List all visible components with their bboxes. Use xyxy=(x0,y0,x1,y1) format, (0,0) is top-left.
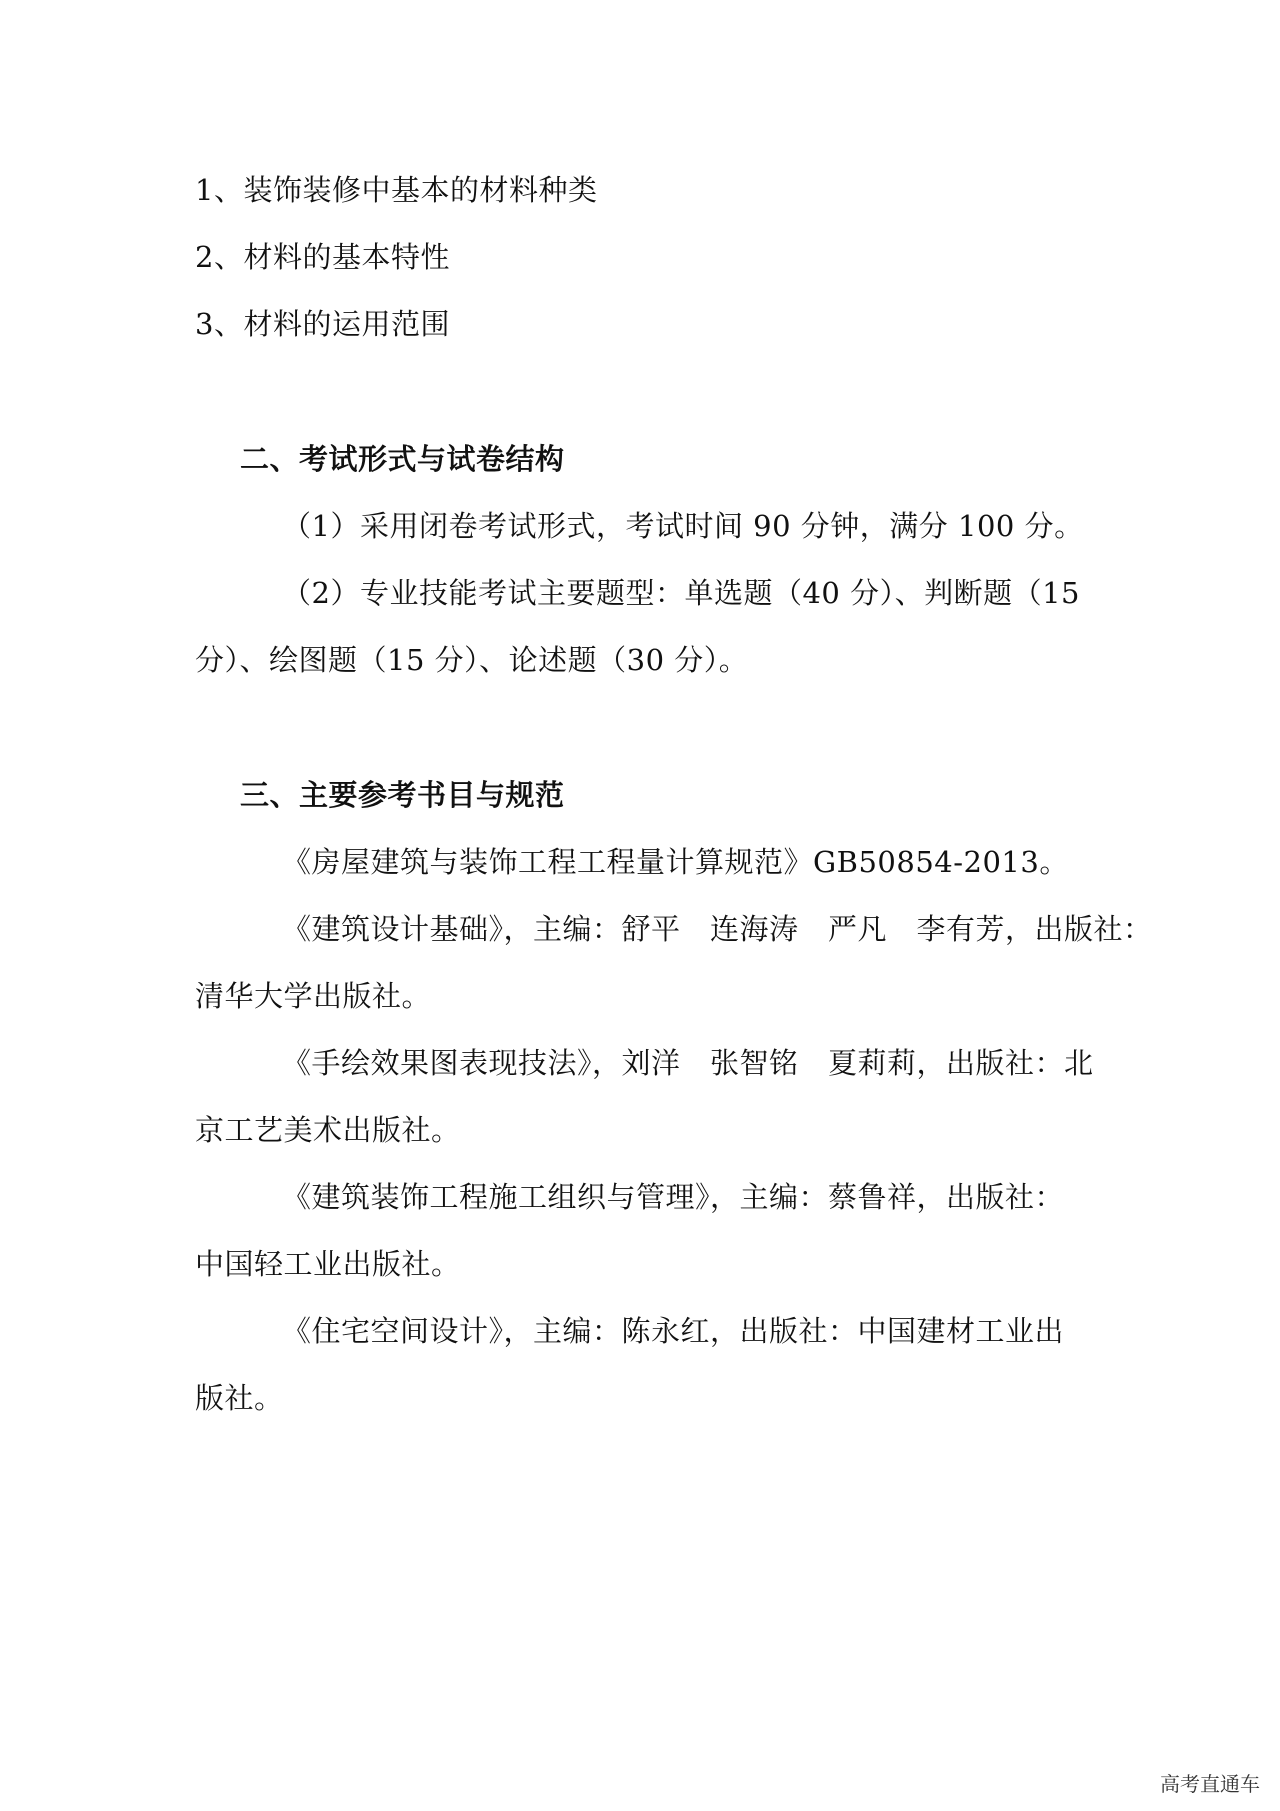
reference-2-line-1: 《建筑设计基础》，主编：舒平 连海涛 严凡 李有芳，出版社： xyxy=(282,912,1153,946)
exam-format-paragraph-2-line-2: 分）、绘图题（15 分）、论述题（30 分）。 xyxy=(195,643,749,677)
reference-3-line-1: 《手绘效果图表现技法》，刘洋 张智铭 夏莉莉，出版社：北 xyxy=(282,1046,1094,1080)
section-heading-exam-format: 二、考试形式与试卷结构 xyxy=(240,442,565,476)
list-item-2: 2、材料的基本特性 xyxy=(195,240,450,274)
reference-2-line-2: 清华大学出版社。 xyxy=(195,979,432,1013)
list-item-3: 3、材料的运用范围 xyxy=(195,307,450,341)
reference-1-line-1: 《房屋建筑与装饰工程工程量计算规范》GB50854-2013。 xyxy=(282,845,1069,879)
section-heading-references: 三、主要参考书目与规范 xyxy=(240,778,565,812)
reference-4-line-2: 中国轻工业出版社。 xyxy=(195,1247,461,1281)
reference-5-line-2: 版社。 xyxy=(195,1381,284,1415)
watermark-text: 高考直通车 xyxy=(1160,1772,1260,1796)
exam-format-paragraph-1: （1）采用闭卷考试形式，考试时间 90 分钟，满分 100 分。 xyxy=(282,509,1084,543)
reference-5-line-1: 《住宅空间设计》，主编：陈永红，出版社：中国建材工业出 xyxy=(282,1314,1065,1348)
list-item-1: 1、装饰装修中基本的材料种类 xyxy=(195,173,598,207)
reference-3-line-2: 京工艺美术出版社。 xyxy=(195,1113,461,1147)
exam-format-paragraph-2-line-1: （2）专业技能考试主要题型：单选题（40 分）、判断题（15 xyxy=(282,576,1080,610)
reference-4-line-1: 《建筑装饰工程施工组织与管理》，主编：蔡鲁祥，出版社： xyxy=(282,1180,1065,1214)
